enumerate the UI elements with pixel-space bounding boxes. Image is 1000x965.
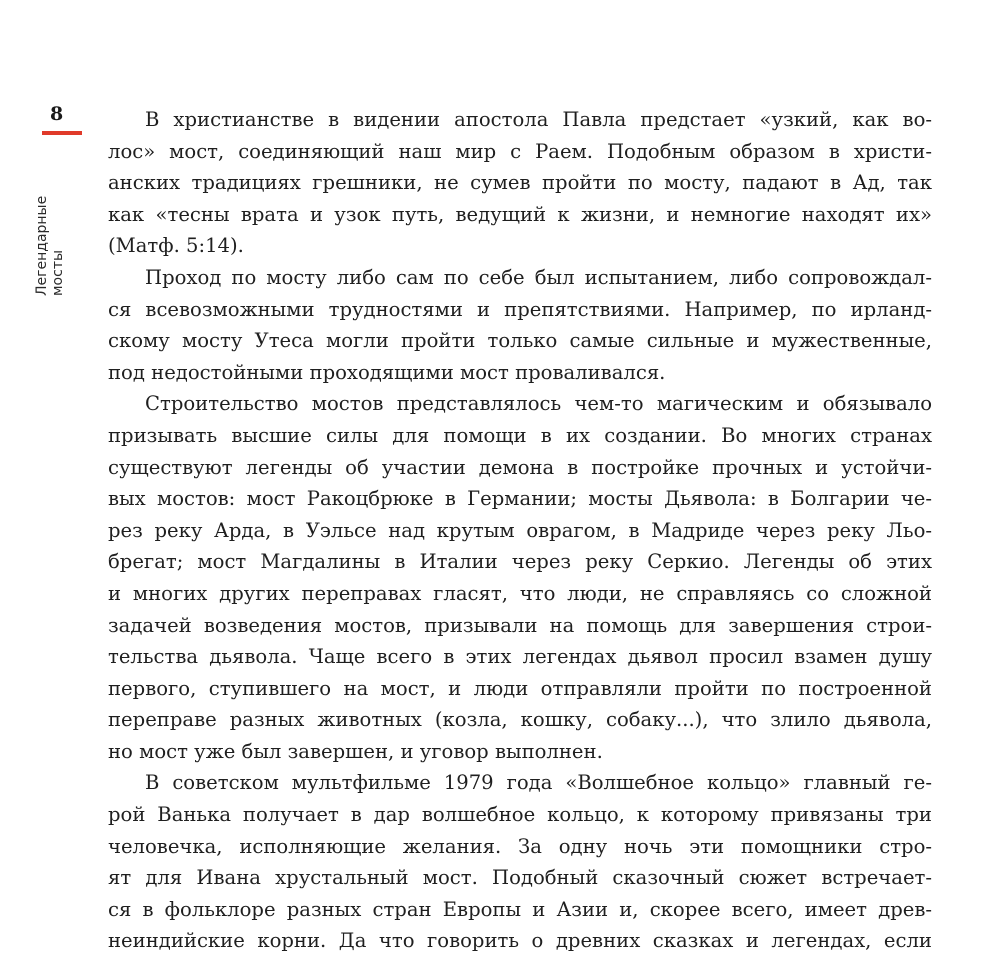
text-line: переправе разных животных (козла, кошку, собаку...), что злило дьявола, [108,708,932,732]
text-line: и многих других переправах гласят, что люди, не справляясь со сложной [108,581,932,605]
text-line: лос» мост, соединяющий наш мир с Раем. Подобным образом в христи- [108,139,932,163]
text-line: рой Ванька получает в дар волшебное кольцо, к которому привязаны три [108,803,932,827]
text-line: ся в фольклоре разных стран Европы и Азии и, скорее всего, имеет древ- [108,897,932,921]
text-line: тельства дьявола. Чаще всего в этих легендах дьявол просил взамен душу [108,645,932,669]
text-line: ят для Ивана хрустальный мост. Подобный сказочный сюжет встречает- [108,866,932,890]
text-line: задачей возведения мостов, призывали на помощь для завершения строи- [108,613,932,637]
running-title: Легендарные мосты [34,195,66,296]
text-line: существуют легенды об участии демона в постройке прочных и устойчи- [108,455,932,479]
text-line: человечка, исполняющие желания. За одну ночь эти помощники стро- [108,834,932,858]
page-number: 8 [50,103,64,125]
text-line: под недостойными проходящими мост проваливался. [108,360,666,384]
text-line: вых мостов: мост Ракоцбрюке в Германии; мосты Дьявола: в Болгарии че- [108,487,932,511]
text-line: неиндийские корни. Да что говорить о древних сказках и легендах, если [108,929,932,953]
text-line: (Матф. 5:14). [108,234,244,258]
text-line: как «тесны врата и узок путь, ведущий к жизни, и немногие находят их» [108,202,932,226]
text-line: брегат; мост Магдалины в Италии через реку Серкио. Легенды об этих [108,550,932,574]
text-line: ся всевозможными трудностями и препятствиями. Например, по ирланд- [108,297,932,321]
text-line: первого, ступившего на мост, и люди отправляли пройти по построенной [108,676,932,700]
text-line: В советском мультфильме 1979 года «Волшебное кольцо» главный ге- [145,771,932,795]
text-line: но мост уже был завершен, и уговор выполнен. [108,739,603,763]
text-line: Проход по мосту либо сам по себе был испытанием, либо сопровождал- [145,265,932,289]
text-line: анских традициях грешники, не сумев пройти по мосту, падают в Ад, так [108,171,932,195]
text-line: рез реку Арда, в Уэльсе над крутым оврагом, в Мадриде через реку Льо- [108,518,932,542]
body-text [108,104,932,957]
accent-rule [42,131,82,135]
text-line: В христианстве в видении апостола Павла предстает «узкий, как во- [145,108,932,131]
text-line: призывать высшие силы для помощи в их создании. Во многих странах [108,423,932,447]
text-line: скому мосту Утеса могли пройти только самые сильные и мужественные, [108,329,932,353]
text-line: Строительство мостов представлялось чем-то магическим и обязывало [145,392,932,416]
